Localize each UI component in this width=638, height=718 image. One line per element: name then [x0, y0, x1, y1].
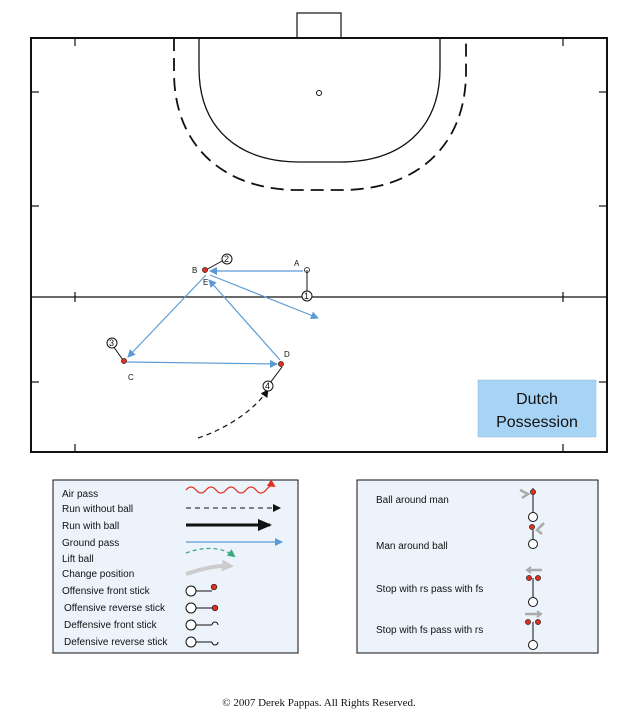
player-e-number: 1	[304, 291, 310, 301]
legend-label-lift-ball: Lift ball	[62, 554, 94, 565]
ground-pass-d-to-e	[209, 280, 280, 360]
legend-label-change-position: Change position	[62, 569, 135, 580]
player-b-label: B	[192, 266, 198, 275]
player-e-label: E	[203, 278, 209, 287]
legend-label-stop-fs-pass-rs: Stop with fs pass with rs	[376, 625, 484, 636]
ground-pass-b-to-c	[128, 275, 209, 357]
goal-box	[297, 13, 341, 38]
legend-label-offensive-reverse-stick: Offensive reverse stick	[64, 603, 165, 614]
player-a-label: A	[294, 259, 300, 268]
run-without-ball	[198, 390, 268, 438]
legend-label-man-around-ball: Man around ball	[376, 541, 448, 552]
legend-label-stop-rs-pass-fs: Stop with rs pass with fs	[376, 584, 484, 595]
shooting-circle	[199, 38, 440, 162]
copyright-notice: © 2007 Derek Pappas. All Rights Reserved.	[222, 697, 416, 709]
title-box	[478, 380, 596, 437]
penalty-spot	[317, 91, 322, 96]
legend-label-ball-around-man: Ball around man	[376, 495, 449, 506]
player-b	[192, 254, 232, 275]
player-b-number: 2	[224, 254, 230, 264]
title-line-1: Dutch	[516, 391, 558, 408]
player-d-number: 4	[265, 381, 271, 391]
legend-label-air-pass: Air pass	[62, 489, 99, 500]
player-c-number: 3	[109, 338, 115, 348]
legend-left	[53, 480, 298, 653]
legend-label-defensive-reverse-stick: Defensive reverse stick	[64, 637, 168, 648]
legend-label-ground-pass: Ground pass	[62, 538, 120, 549]
legend-label-run-without-ball: Run without ball	[62, 504, 134, 515]
player-c	[107, 338, 134, 382]
legend-right	[357, 480, 598, 653]
legend-label-defensive-front-stick: Deffensive front stick	[64, 620, 157, 631]
title-line-2: Possession	[496, 414, 578, 431]
legend-label-run-with-ball: Run with ball	[62, 521, 120, 532]
legend-label-offensive-front-stick: Offensive front stick	[62, 586, 150, 597]
dashed-circle	[174, 38, 466, 190]
ground-pass-c-to-d	[127, 362, 277, 364]
player-d-label: D	[284, 350, 290, 359]
player-c-label: C	[128, 373, 134, 382]
